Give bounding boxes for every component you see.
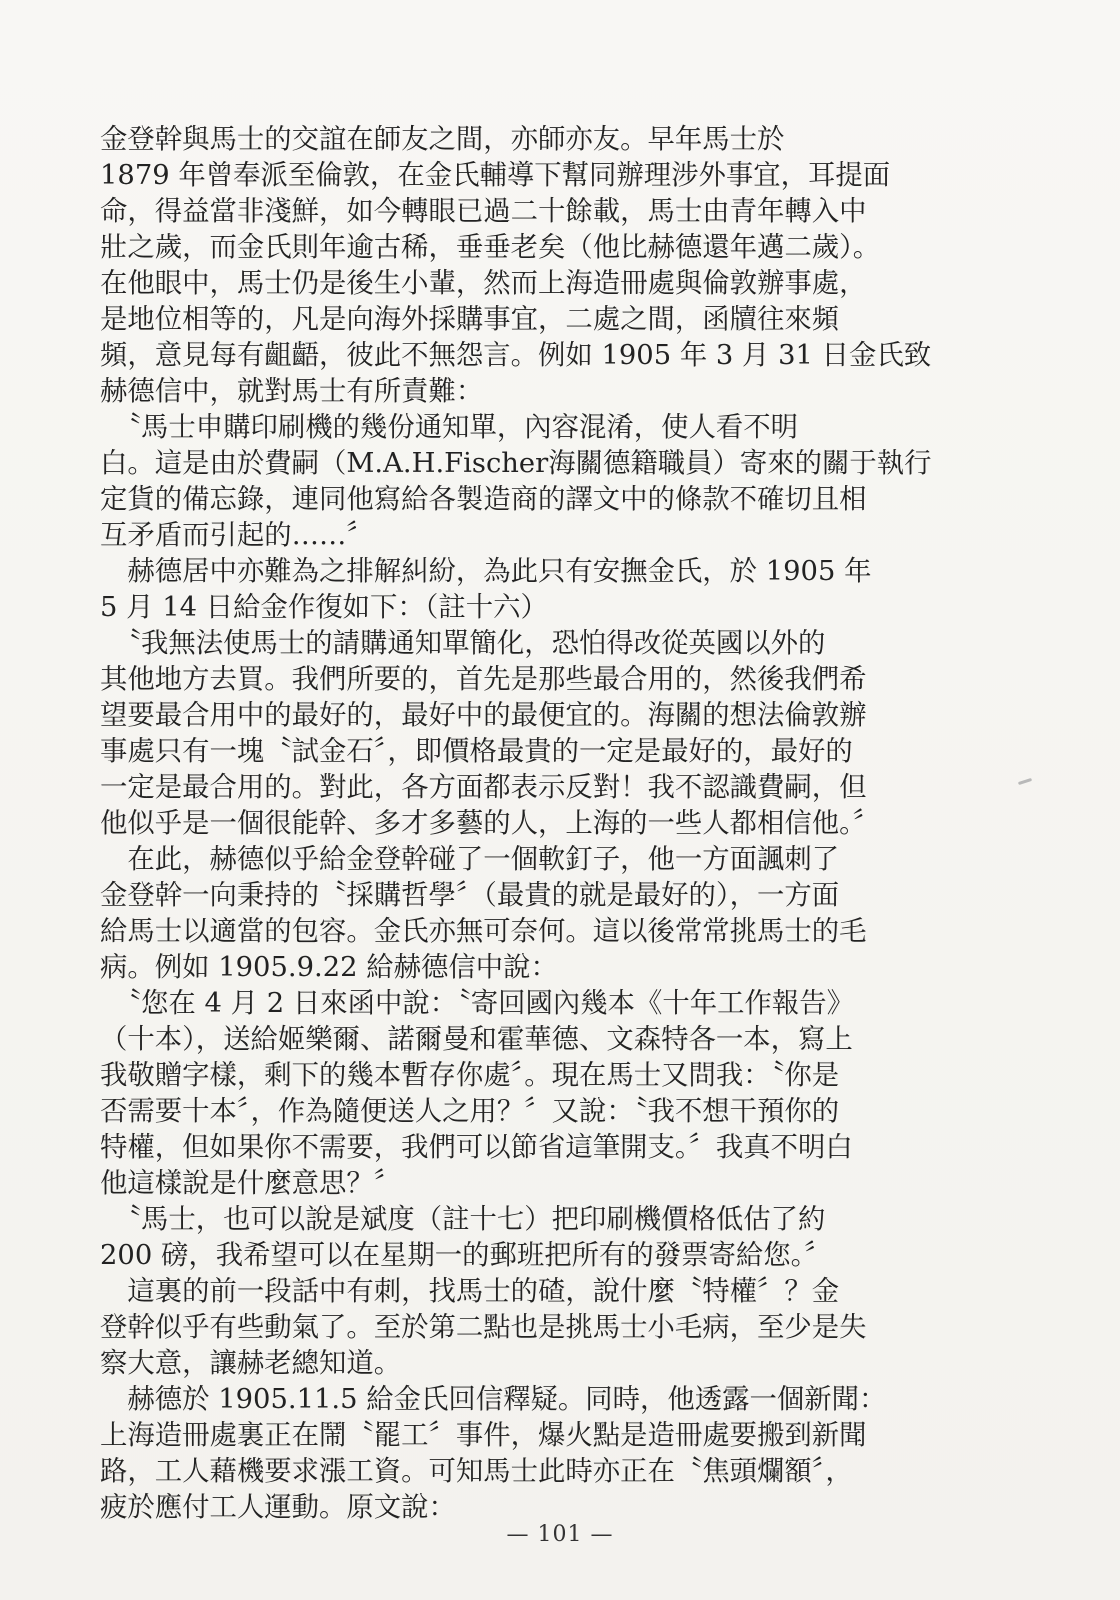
- text-line: 頻，意見每有齟齬，彼此不無怨言。例如 1905 年 3 月 31 日金氏致: [100, 340, 932, 371]
- text-line: 〝馬士，也可以說是斌度（註十七）把印刷機價格低估了約: [100, 1204, 826, 1235]
- text-line: 赫德居中亦難為之排解糾紛，為此只有安撫金氏，於 1905 年: [100, 556, 872, 587]
- text-line: 路，工人藉機要求漲工資。可知馬士此時亦正在〝焦頭爛額〞，: [100, 1456, 853, 1487]
- text-line: 定貨的備忘錄，連同他寫給各製造商的譯文中的條款不確切且相: [100, 484, 867, 515]
- text-line: 他這樣說是什麼意思？〞: [100, 1168, 402, 1199]
- text-line: 赫德於 1905.11.5 給金氏回信釋疑。同時，他透露一個新聞：: [100, 1384, 887, 1415]
- text-line: 察大意，讓赫老總知道。: [100, 1348, 402, 1379]
- text-line: 事處只有一塊〝試金石〞，即價格最貴的一定是最好的，最好的: [100, 736, 853, 767]
- text-line: 我敬贈字樣，剩下的幾本暫存你處〞。現在馬士又問我：〝你是: [100, 1060, 840, 1091]
- text-line: 給馬士以適當的包容。金氏亦無可奈何。這以後常常挑馬士的毛: [100, 916, 867, 947]
- text-line: 一定是最合用的。對此，各方面都表示反對！我不認識費嗣，但: [100, 772, 867, 803]
- text-line: 〝您在 4 月 2 日來函中說：〝寄回國內幾本《十年工作報告》: [100, 988, 855, 1019]
- text-line: 他似乎是一個很能幹、多才多藝的人，上海的一些人都相信他。〞: [100, 808, 881, 839]
- scan-speck: [1018, 778, 1032, 785]
- text-line: 白。這是由於費嗣（M.A.H.Fischer海關德籍職員）寄來的關于執行: [100, 448, 932, 479]
- text-line: 互矛盾而引起的……〞: [100, 520, 374, 551]
- text-line: 〝我無法使馬士的請購通知單簡化，恐怕得改從英國以外的: [100, 628, 826, 659]
- text-line: 金登幹一向秉持的〝採購哲學〞（最貴的就是最好的），一方面: [100, 880, 840, 911]
- text-line: 〝馬士申購印刷機的幾份通知單，內容混淆，使人看不明: [100, 412, 799, 443]
- text-line: 在他眼中，馬士仍是後生小輩，然而上海造冊處與倫敦辦事處，: [100, 268, 867, 299]
- text-line: 200 磅，我希望可以在星期一的郵班把所有的發票寄給您。〞: [100, 1240, 832, 1271]
- text-line: 命，得益當非淺鮮，如今轉眼已過二十餘載，馬士由青年轉入中: [100, 196, 867, 227]
- text-line: 上海造冊處裏正在鬧〝罷工〞事件，爆火點是造冊處要搬到新聞: [100, 1420, 867, 1451]
- text-line: 望要最合用中的最好的，最好中的最便宜的。海關的想法倫敦辦: [100, 700, 867, 731]
- text-line: 赫德信中，就對馬士有所責難：: [100, 376, 484, 407]
- text-line: 病。例如 1905.9.22 給赫德信中說：: [100, 952, 558, 983]
- text-line: 登幹似乎有些動氣了。至於第二點也是挑馬士小毛病，至少是失: [100, 1312, 867, 1343]
- text-line: 在此，赫德似乎給金登幹碰了一個軟釘子，他一方面諷刺了: [100, 844, 840, 875]
- text-line: 特權，但如果你不需要，我們可以節省這筆開支。〞我真不明白: [100, 1132, 853, 1163]
- page-number: — 101 —: [506, 1522, 614, 1547]
- text-line: （十本），送給姬樂爾、諾爾曼和霍華德、文森特各一本，寫上: [100, 1024, 853, 1055]
- text-line: 壯之歲，而金氏則年逾古稀，垂垂老矣（他比赫德還年邁二歲）。: [100, 232, 881, 263]
- text-line: 否需要十本〞，作為隨便送人之用？〞又說：〝我不想干預你的: [100, 1096, 840, 1127]
- text-line: 是地位相等的，凡是向海外採購事宜，二處之間，函牘往來頻: [100, 304, 840, 335]
- body-text: [100, 122, 980, 1526]
- text-line: 這裏的前一段話中有刺，找馬士的碴，說什麼〝特權〞？金: [100, 1276, 840, 1307]
- text-line: 1879 年曾奉派至倫敦，在金氏輔導下幫同辦理涉外事宜，耳提面: [100, 160, 891, 191]
- text-line: 其他地方去買。我們所要的，首先是那些最合用的，然後我們希: [100, 664, 867, 695]
- text-line: 疲於應付工人運動。原文說：: [100, 1492, 456, 1523]
- text-line: 金登幹與馬士的交誼在師友之間，亦師亦友。早年馬士於: [100, 124, 785, 155]
- text-line: 5 月 14 日給金作復如下：（註十六）: [100, 592, 548, 623]
